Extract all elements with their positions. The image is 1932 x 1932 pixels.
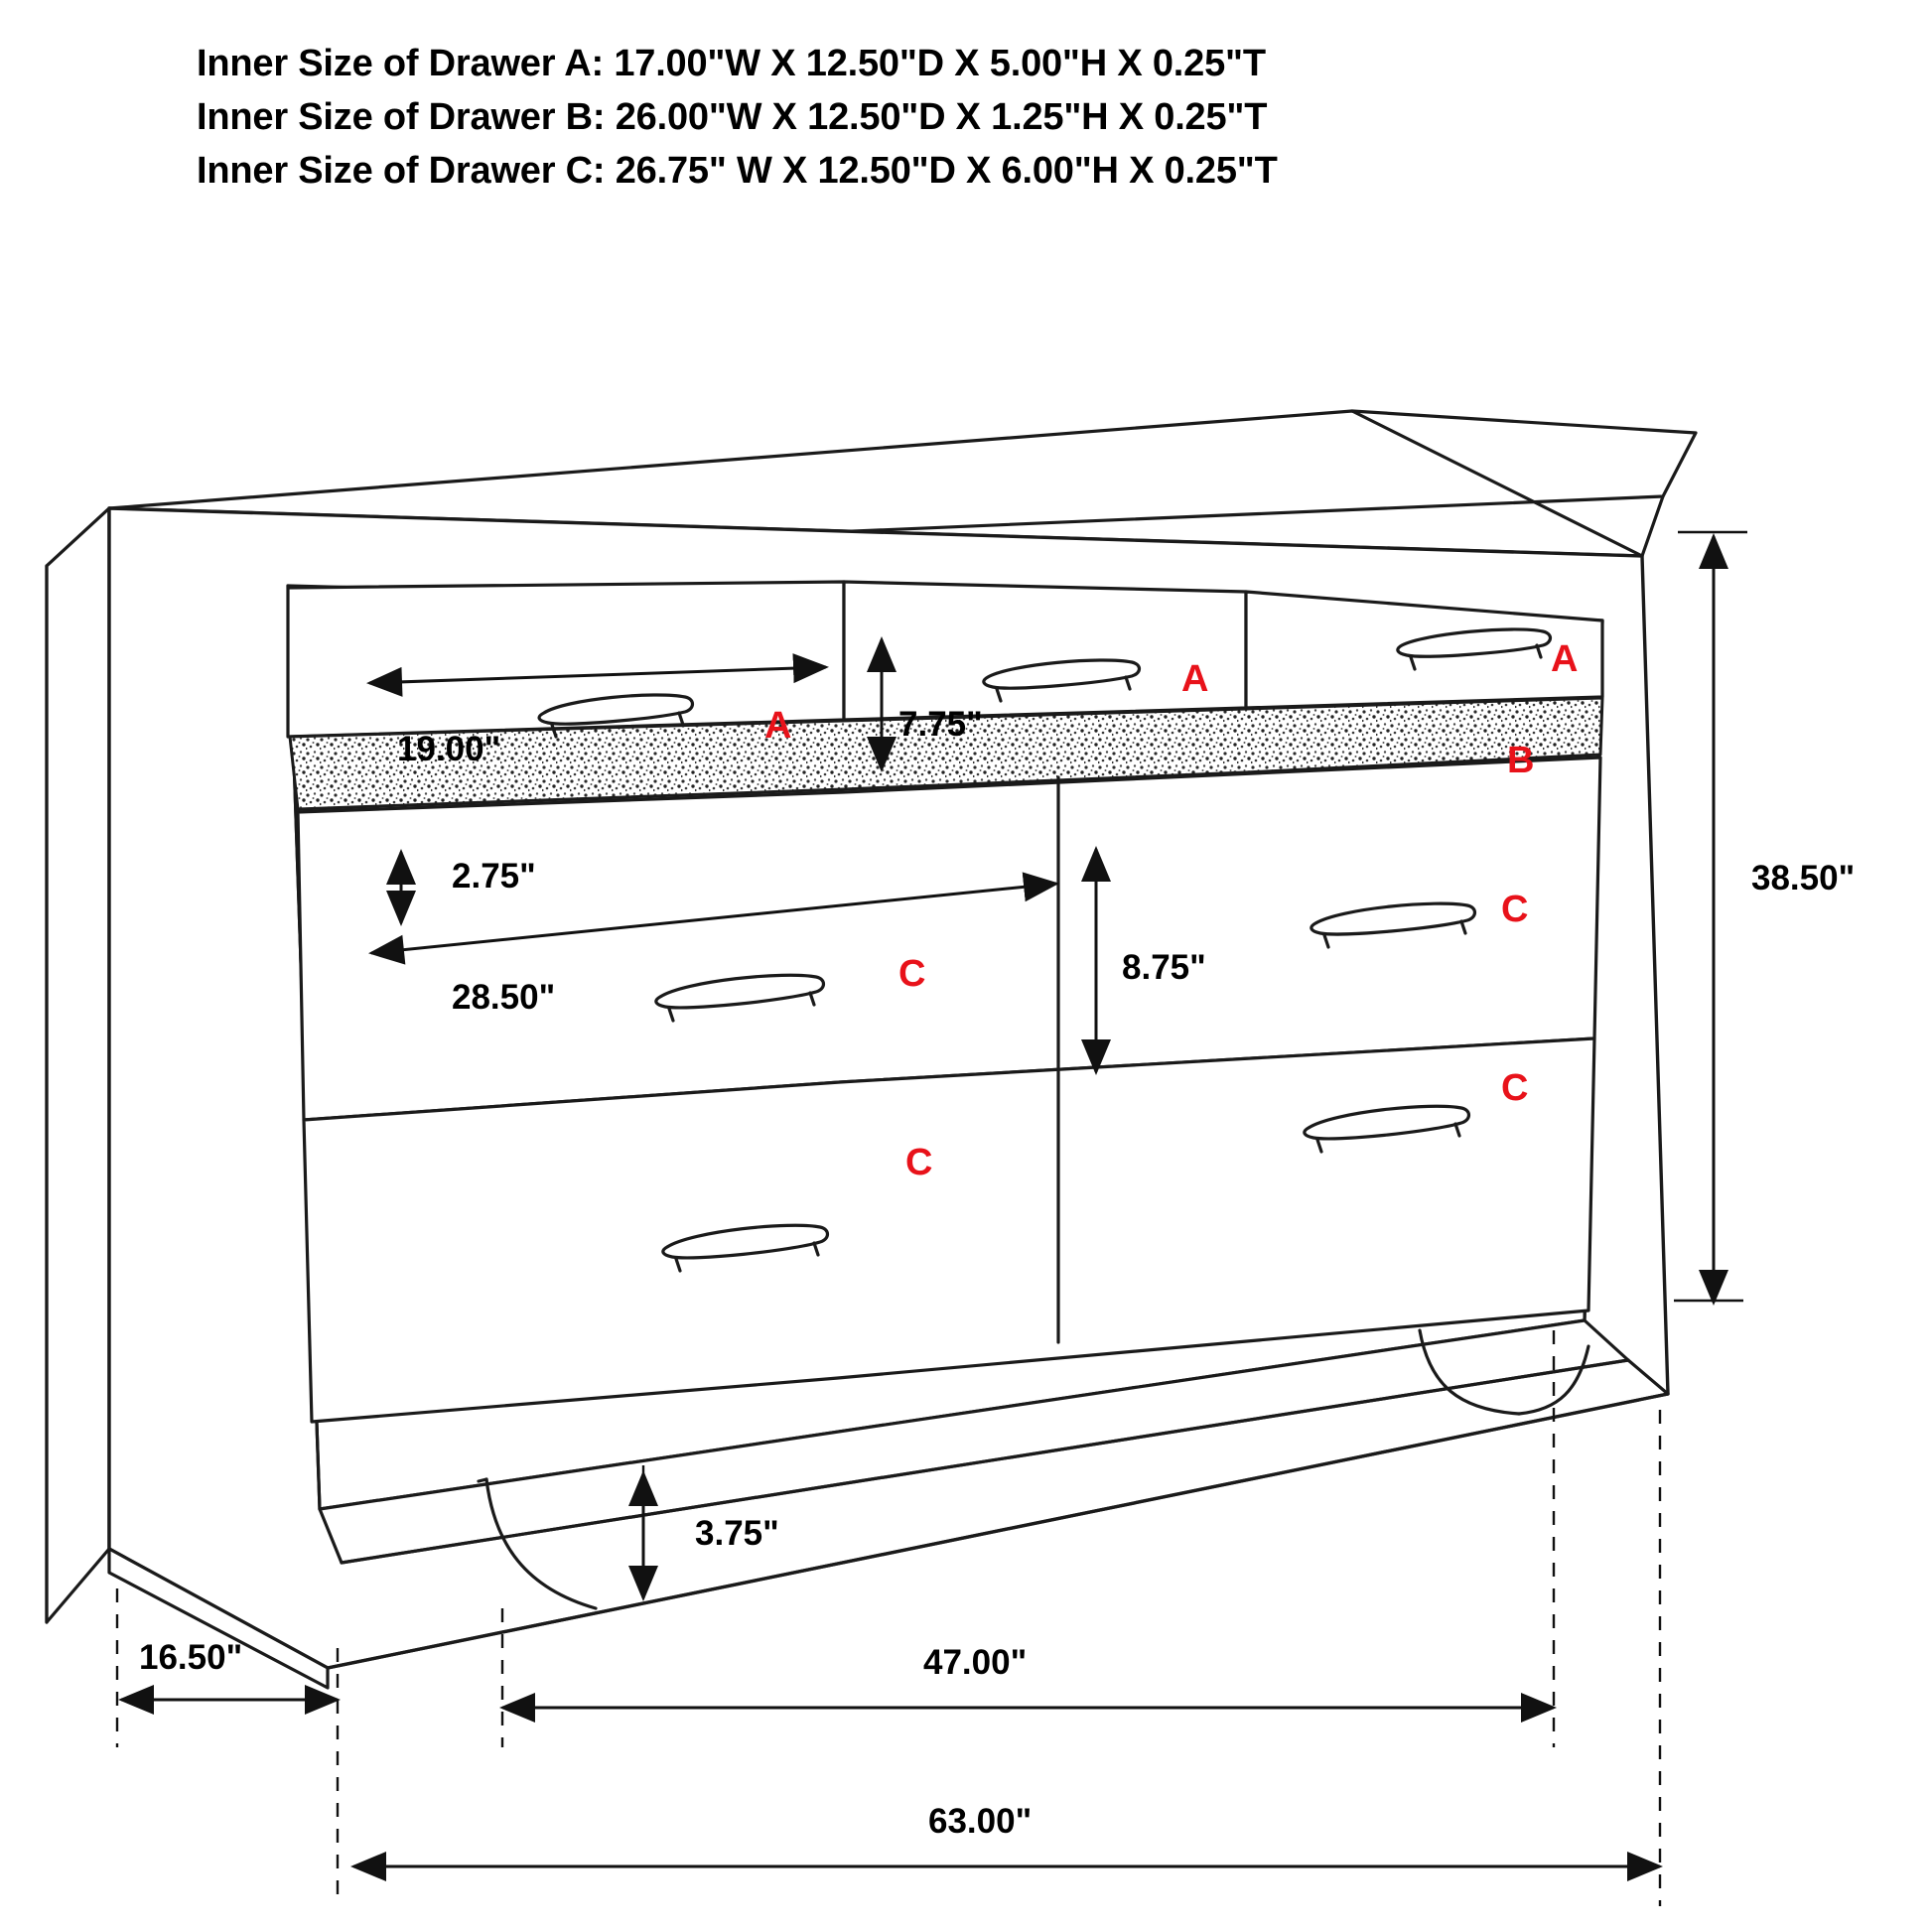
- drawer-label-a-3: A: [1551, 638, 1579, 680]
- dim-label-drawer-c-width: 28.50": [452, 978, 556, 1017]
- drawer-label-c-2: C: [898, 953, 926, 995]
- drawer-label-c-1: C: [1501, 889, 1529, 930]
- drawer-label-c-4: C: [905, 1142, 933, 1183]
- dim-label-depth: 16.50": [139, 1638, 243, 1677]
- dim-label-drawer-a-height: 7.75": [898, 705, 983, 744]
- spec-line-drawer-a: Inner Size of Drawer A: 17.00"W X 12.50"D X 5.00"H X 0.25"T: [197, 43, 1266, 84]
- spec-line-drawer-b: Inner Size of Drawer B: 26.00"W X 12.50"D X 1.25"H X 0.25"T: [197, 95, 1268, 138]
- drawer-label-a-2: A: [1181, 658, 1209, 700]
- drawer-label-c-3: C: [1501, 1067, 1529, 1109]
- dim-label-toe-kick-height: 3.75": [695, 1514, 779, 1553]
- spec-line-drawer-c: Inner Size of Drawer C: 26.75" W X 12.50"D X 6.00"H X 0.25"T: [197, 149, 1278, 192]
- dim-label-inner-width: 47.00": [923, 1643, 1028, 1682]
- drawer-label-b-1: B: [1507, 740, 1535, 781]
- dim-label-overall-height: 38.50": [1751, 859, 1856, 897]
- dim-label-drawer-c-height: 8.75": [1122, 948, 1206, 987]
- dim-label-drawer-b-height: 2.75": [452, 857, 536, 896]
- dim-label-drawer-a-width: 19.00": [397, 730, 501, 768]
- dim-label-overall-width: 63.00": [928, 1802, 1033, 1841]
- drawer-label-a-1: A: [764, 705, 792, 747]
